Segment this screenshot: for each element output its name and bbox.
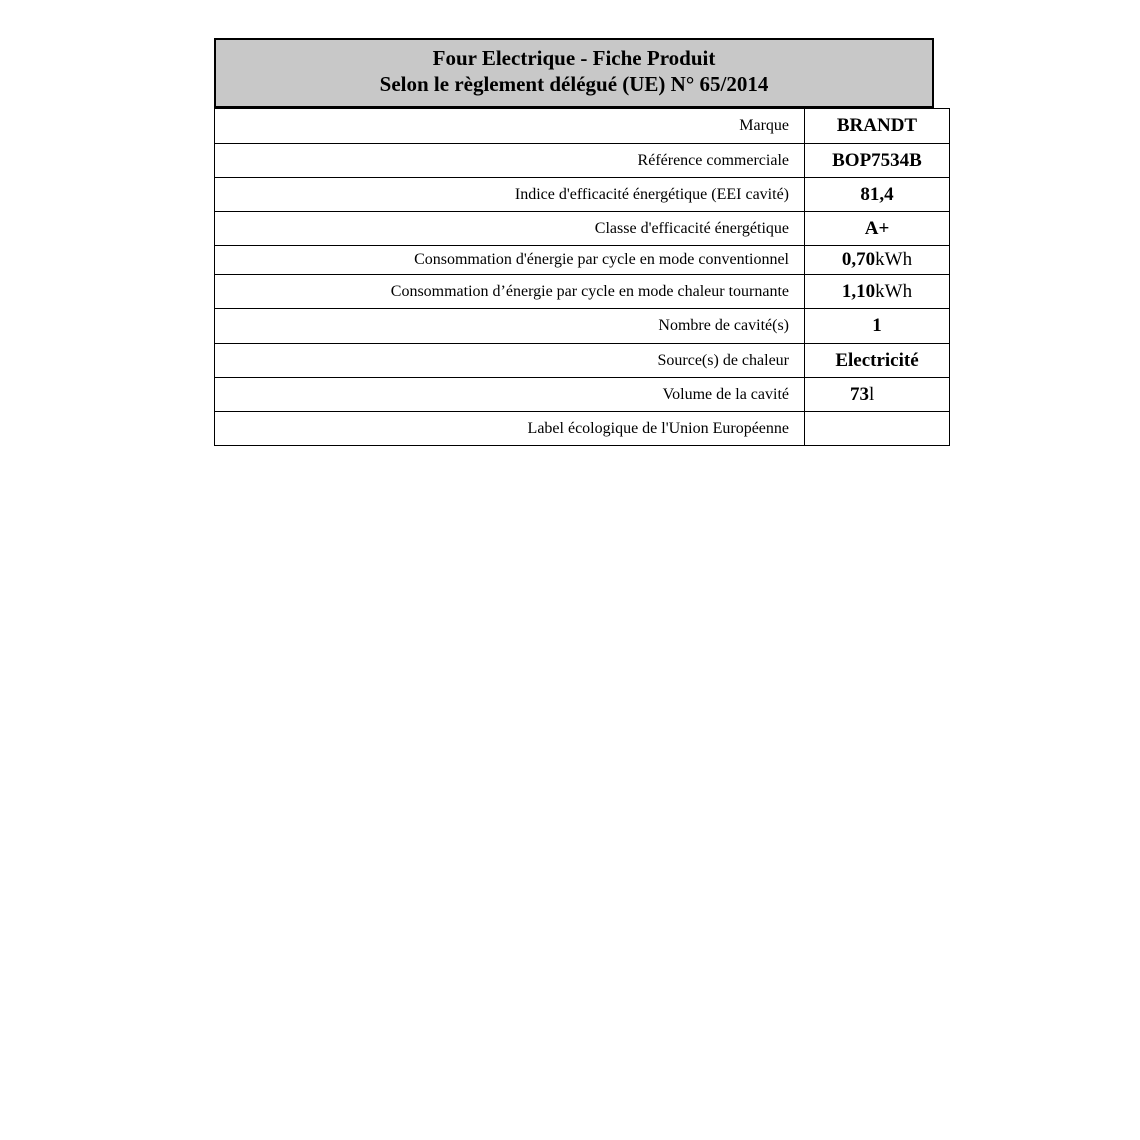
table-row bbox=[215, 246, 950, 275]
row-label-fan-consumption: Consommation d’énergie par cycle en mode chaleur tournante bbox=[215, 275, 805, 309]
row-label-reference: Référence commerciale bbox=[215, 144, 805, 178]
table-row bbox=[215, 344, 950, 378]
row-value-brand: BRANDT bbox=[805, 109, 950, 144]
row-value-heat-source: Electricité bbox=[805, 344, 950, 378]
row-label-brand: Marque bbox=[215, 109, 805, 144]
table-row bbox=[215, 412, 950, 446]
row-value-eei: 81,4 bbox=[805, 178, 950, 212]
header-title: Four Electrique - Fiche Produit bbox=[432, 46, 716, 70]
table-row bbox=[215, 144, 950, 178]
row-value-cavity-volume: 73l bbox=[805, 378, 950, 412]
row-label-conventional-consumption: Consommation d'énergie par cycle en mode conventionnel bbox=[215, 246, 805, 275]
row-value-eco-label bbox=[805, 412, 950, 446]
table-row bbox=[215, 109, 950, 144]
header-regulation: Selon le règlement délégué (UE) N° 65/2014 bbox=[379, 72, 769, 96]
row-value-fan-consumption: 1,10kWh bbox=[805, 275, 950, 309]
row-label-heat-source: Source(s) de chaleur bbox=[215, 344, 805, 378]
table-row bbox=[215, 378, 950, 412]
row-value-conventional-consumption: 0,70kWh bbox=[805, 246, 950, 275]
row-value-energy-class: A+ bbox=[805, 212, 950, 246]
row-label-eco-label: Label écologique de l'Union Européenne bbox=[215, 412, 805, 446]
row-value-cavity-count: 1 bbox=[805, 309, 950, 344]
row-label-cavity-volume: Volume de la cavité bbox=[215, 378, 805, 412]
product-sheet-header bbox=[214, 38, 934, 108]
product-spec-table bbox=[214, 108, 950, 446]
row-value-reference: BOP7534B bbox=[805, 144, 950, 178]
row-label-energy-class: Classe d'efficacité énergétique bbox=[215, 212, 805, 246]
table-row bbox=[215, 178, 950, 212]
table-row bbox=[215, 309, 950, 344]
row-label-eei: Indice d'efficacité énergétique (EEI cavité) bbox=[215, 178, 805, 212]
row-label-cavity-count: Nombre de cavité(s) bbox=[215, 309, 805, 344]
table-row bbox=[215, 275, 950, 309]
table-row bbox=[215, 212, 950, 246]
